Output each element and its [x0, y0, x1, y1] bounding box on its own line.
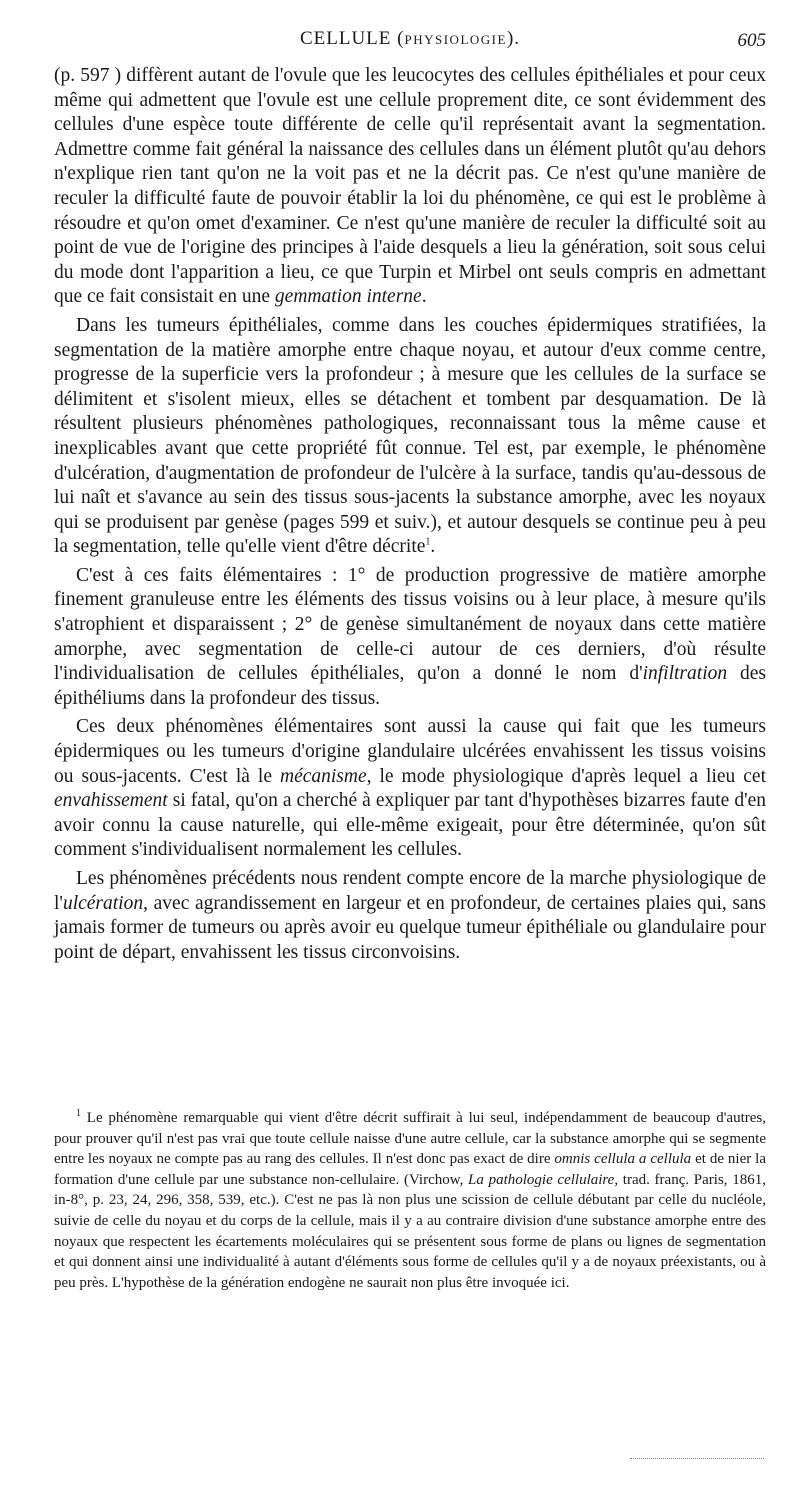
paragraph-5-end: , avec agrandissement en largeur et en profondeur, de certaines plaies qui, sans jamais former de tumeurs ou après avoir eu quelque tumeur épithéliale ou glandulaire pour point de départ, envahissent les tissus circonvoisins.: [54, 892, 766, 963]
paragraph-5-text: Les phénomènes précédents nous rendent compte encore de la marche physiologique de l': [54, 868, 766, 914]
footnote-reference[interactable]: 1: [425, 536, 431, 548]
paragraph-3: [54, 564, 766, 712]
paragraph-1-end: .: [421, 286, 427, 308]
running-title-end: ).: [506, 28, 521, 49]
emphasis-mecanisme: mécanisme: [279, 765, 367, 787]
emphasis-book-title: La pathologie cellulaire: [468, 1171, 615, 1188]
bottom-rule: [630, 1458, 764, 1459]
paragraph-4: [54, 715, 766, 863]
footnote-text-2: et de nier la formation d'une cellule par une substance non-cellulaire. (Virchow,: [54, 1151, 766, 1188]
page-header: [54, 28, 766, 56]
emphasis-envahissement: envahissement: [54, 790, 168, 812]
paragraph-2: [54, 314, 766, 560]
running-title-sub: PHYSIOLOGIE: [404, 32, 507, 47]
paragraph-3-text: C'est à ces faits élémentaires : 1° de production progressive de matière amorphe finement granuleuse entre les éléments des tissus voisins ou à leur place, à mesure qu'ils s'atrophient et disparaissent ; 2° de genèse simultanément de noyaux dans cette matière amorphe, avec segmentation de celle-ci autour de ces derniers, d'où résulte l'individualisation de cellules épithéliales, qu'on a donné le nom d': [54, 564, 766, 685]
paragraph-4-text: Ces deux phénomènes élémentaires sont aussi la cause qui fait que les tumeurs épidermiques ou les tumeurs d'origine glandulaire ulcérées envahissent les tissus voisins ou sous-jacents. C'est là le: [54, 716, 766, 787]
main-text: [54, 64, 766, 969]
footnote-text-3: , trad. franç. Paris, 1861, in-8°, p. 23, 24, 296, 358, 539, etc.). C'est ne pas là non plus une scission de cellule débutant par celle du nucléole, suivie de celle du noyau et du corps de la cellule, mais il y a au contraire division d'une substance amorphe entre des noyaux que respectent les écartements moléculaires qui se présentent sous forme de plans ou lignes de segmentation et qui donnent ainsi une individualité à autant d'éléments sous forme de cellules qu'il y a de noyaux préexistants, ou à peu près. L'hypothèse de la génération endogène ne saurait non plus être invoquée ici.: [54, 1171, 766, 1291]
paragraph-1-text: (p. 597 ) diffèrent autant de l'ovule que les leucocytes des cellules épithéliales et pour ceux même qui admettent que l'ovule est une cellule proprement dite, ce sont évidemment des cellules d'une espèce toute différente de celle qu'il représentait avant la segmentation. Admettre comme fait général la naissance des cellules dans un élément plutôt qu'au dehors n'explique rien tant qu'on ne la voit pas et ne la décrit pas. Ce n'est qu'une manière de reculer la difficulté faute de pouvoir établir la loi du phénomène, ce qui est le problème à résoudre et qu'on omet d'examiner. Ce n'est qu'une manière de reculer la difficulté soit au point de vue de l'origine des principes à l'aide desquels a lieu la génération, soit sous celui du mode dont l'apparition a lieu, ce que Turpin et Mirbel ont seuls compris en admettant que ce fait consistait en une: [54, 65, 766, 308]
footnote-text: Le phénomène remarquable qui vient d'être décrit suffirait à lui seul, indépendamment de beaucoup d'autres, pour prouver qu'il n'est pas vrai que toute cellule naisse d'une autre cellule, car la substance amorphe qui se segmente entre les noyaux ne compte pas au rang des cellules. Il n'est donc pas exact de dire: [54, 1110, 766, 1168]
paragraph-4-middle: , le mode physiologique d'après lequel a lieu cet: [366, 765, 766, 787]
footnotes: [54, 1108, 766, 1293]
paragraph-4-end: si fatal, qu'on a cherché à expliquer par tant d'hypothèses bizarres faute d'en avoir connu la cause naturelle, qui elle-même exigeait, pour être déterminée, qu'on sût comment s'individualisent normalement les cellules.: [54, 790, 766, 861]
paragraph-3-end: des épithéliums dans la profondeur des tissus.: [54, 663, 767, 709]
emphasis-infiltration: infiltration: [642, 663, 728, 685]
page-number: 605: [737, 30, 766, 51]
footnote-number: 1: [76, 1108, 81, 1119]
emphasis-gemmation-interne: gemmation interne: [274, 286, 422, 308]
emphasis-omnis-cellula: omnis cellula a cellula: [554, 1151, 692, 1168]
paragraph-5: [54, 867, 766, 965]
footnote-1: [54, 1108, 766, 1293]
running-title-main: CELLULE (: [299, 28, 405, 49]
emphasis-ulceration: ulcération: [62, 892, 144, 914]
paragraph-2-text: Dans les tumeurs épithéliales, comme dans les couches épidermiques stratifiées, la segmentation de la matière amorphe entre chaque noyau, et autour d'eux comme centre, progresse de la superficie vers la profondeur ; à mesure que les cellules de la surface se délimitent et s'isolent mieux, elles se détachent et tombent par desquamation. De là résultent plusieurs phénomènes pathologiques, reconnaissant tous la même cause et inexplicables avant que cette propriété fût connue. Tel est, par exemple, le phénomène d'ulcération, d'augmentation de profondeur de l'ulcère à la surface, tandis qu'au-dessous de lui naît et s'avance au sein des tissus sous-jacents la substance amorphe, avec les noyaux qui se produisent par genèse (pages 599 et suiv.), et autour desquels se continue peu à peu la segmentation, telle qu'elle vient d'être décrite: [54, 314, 766, 558]
running-title: [54, 28, 766, 50]
paragraph-2-end: .: [430, 536, 436, 558]
paragraph-1: [54, 64, 766, 310]
